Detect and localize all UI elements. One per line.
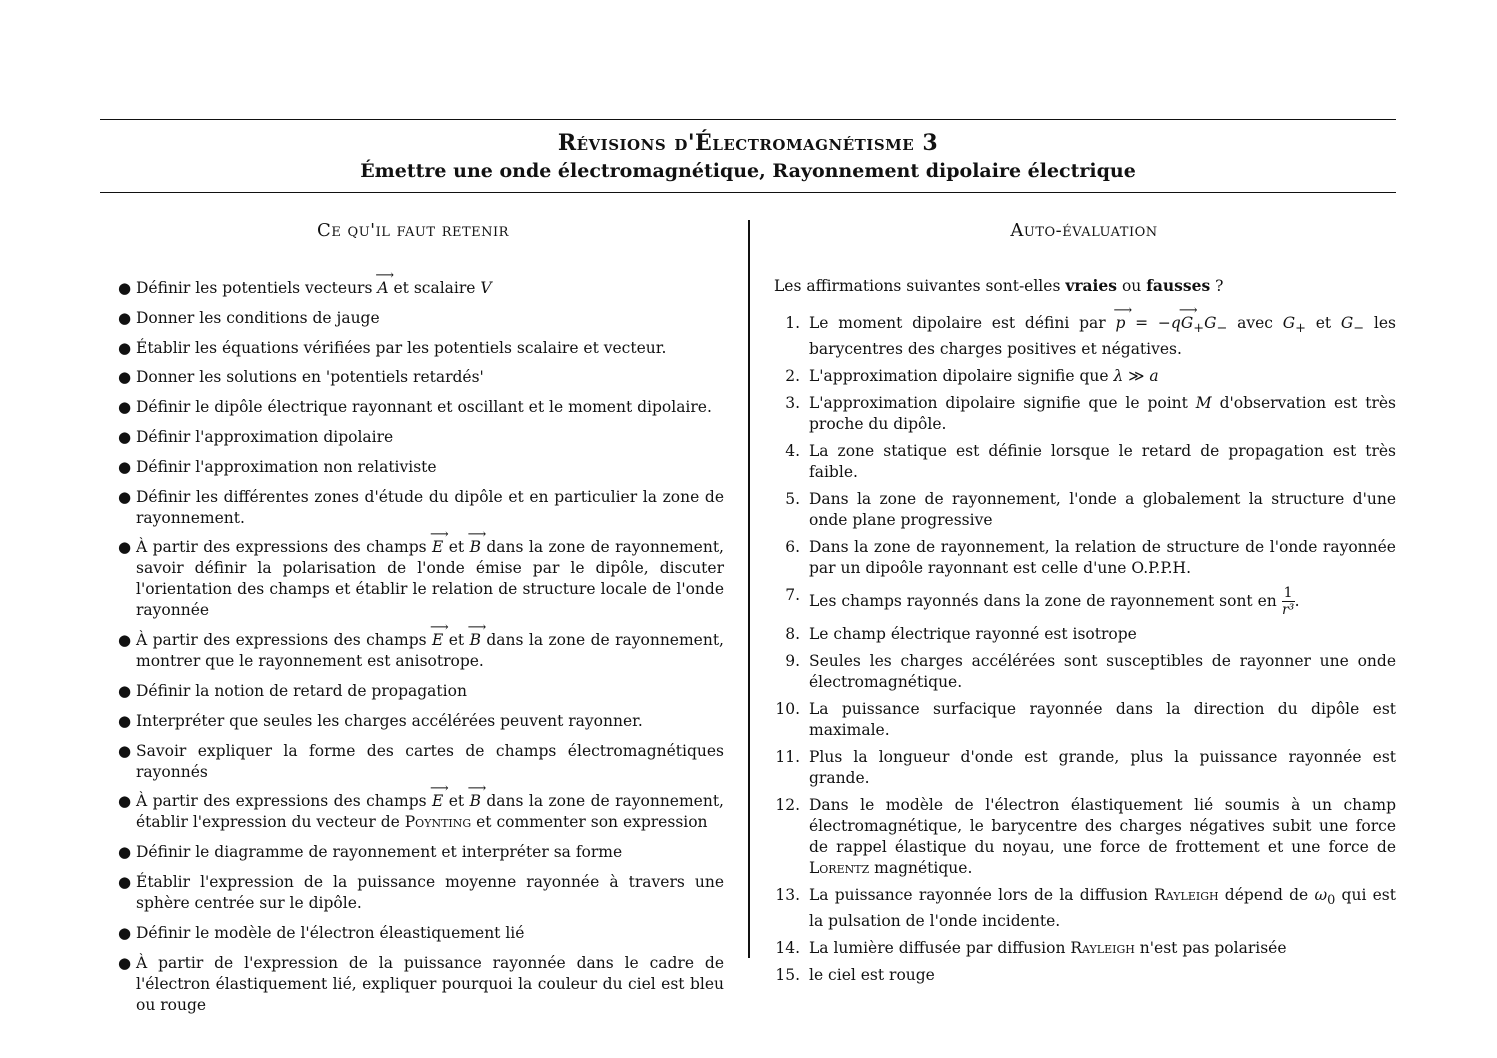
retain-item-text: À partir de l'expression de la puissance rayonnée dans le cadre de l'électron élastiquement lié, expliquer pourquoi la couleur du ciel est bleu ou rouge: [136, 953, 724, 1014]
self-eval-item-text: La lumière diffusée par diffusion Rayleigh n'est pas polarisée: [809, 939, 1287, 958]
self-eval-item-text: La zone statique est définie lorsque le retard de propagation est très faible.: [809, 442, 1396, 482]
self-eval-item: [774, 585, 1396, 618]
item-number: 11.: [775, 748, 800, 767]
bullet-icon: ●: [118, 711, 132, 730]
retain-item-text: Définir les différentes zones d'étude du dipôle et en particulier la zone de rayonnement.: [136, 487, 724, 527]
item-number: 12.: [775, 796, 800, 815]
self-eval-item-text: La puissance rayonnée lors de la diffusion Rayleigh dépend de $\omega_0$ qui est la pulsation de l'onde incidente.: [809, 886, 1396, 931]
retain-item-text: Établir l'expression de la puissance moyenne rayonnée à travers une sphère centrée sur le dipôle.: [136, 872, 724, 912]
page-subtitle: Émettre une onde électromagnétique, Rayonnement dipolaire électrique: [360, 160, 1136, 182]
self-eval-item-text: L'approximation dipolaire signifie que le point M d'observation est très proche du dipôle.: [809, 394, 1397, 434]
retain-item-text: Définir le modèle de l'électron éleastiquement lié: [136, 923, 525, 942]
retain-item-text: Définir l'approximation non relativiste: [136, 457, 437, 476]
retain-item: [100, 278, 724, 299]
bullet-icon: ●: [118, 308, 132, 327]
self-eval-item-text: Les champs rayonnés dans la zone de rayonnement sont en $\frac{1}{\text{r³}}$ .: [809, 585, 1300, 619]
retain-item-text: À partir des expressions des champs ⟶ E et ⟶ B dans la zone de rayonnement, montrer que le rayonnement est anisotrope.: [136, 631, 724, 670]
bullet-icon: ●: [118, 427, 132, 446]
item-number: 14.: [775, 939, 800, 958]
retain-item: [100, 338, 724, 359]
title-bottom-rule: [100, 192, 1396, 193]
retain-item-text: À partir des expressions des champs ⟶ E et ⟶ B dans la zone de rayonnement, établir l'expression du vecteur de Poynting et commenter son expression: [136, 792, 724, 831]
page-title: Révisions d'Électromagnétisme 3: [557, 130, 939, 156]
retain-item: [100, 741, 724, 783]
self-eval-intro: Les affirmations suivantes sont-elles vraies ou fausses ?: [774, 276, 1224, 295]
self-eval-item-text: Le champ électrique rayonné est isotrope: [809, 625, 1137, 644]
self-eval-list: [774, 313, 1396, 992]
bullet-icon: ●: [118, 923, 132, 942]
self-eval-item: [774, 651, 1396, 693]
bullet-icon: ●: [118, 398, 132, 417]
bullet-icon: ●: [118, 792, 132, 811]
self-eval-item-text: Plus la longueur d'onde est grande, plus la puissance rayonnée est grande.: [809, 748, 1396, 788]
retain-item-text: Définir l'approximation dipolaire: [136, 427, 394, 446]
bullet-icon: ●: [118, 631, 132, 650]
retain-item: [100, 711, 724, 732]
self-eval-item-text: Dans la zone de rayonnement, l'onde a globalement la structure d'une onde plane progressive: [809, 490, 1396, 530]
self-eval-item: [774, 885, 1396, 932]
self-eval-item: [774, 747, 1396, 789]
self-eval-item: [774, 441, 1396, 483]
retain-item-text: Savoir expliquer la forme des cartes de champs électromagnétiques rayonnés: [136, 741, 724, 781]
item-number: 3.: [785, 394, 800, 413]
retain-item: [100, 397, 724, 418]
left-column-heading: Ce qu'il faut retenir: [317, 220, 509, 241]
self-eval-item-text: Dans le modèle de l'électron élastiquement lié soumis à un champ électromagnétique, le barycentre des charges négatives subit une force de rappel élastique du noyau, une force de frottement et une force de Lorentz magnétique.: [809, 796, 1396, 878]
item-number: 1.: [785, 314, 800, 332]
item-number: 5.: [785, 490, 800, 509]
retain-item-text: Interpréter que seules les charges accélérées peuvent rayonner.: [136, 711, 643, 730]
bullet-icon: ●: [118, 741, 132, 760]
right-column-heading: Auto-évaluation: [1010, 220, 1158, 241]
bullet-icon: ●: [118, 538, 132, 557]
self-eval-item-text: L'approximation dipolaire signifie que λ ≫ a: [809, 367, 1159, 386]
self-eval-item-text: le ciel est rouge: [809, 966, 935, 985]
retain-item-text: Donner les conditions de jauge: [136, 308, 380, 327]
bullet-icon: ●: [118, 953, 132, 972]
self-eval-item-text: Dans la zone de rayonnement, la relation de structure de l'onde rayonnée par un dipoôle rayonnant est celle d'une O.P.P.H.: [809, 538, 1396, 578]
self-eval-item-text: La puissance surfacique rayonnée dans la direction du dipôle est maximale.: [809, 700, 1396, 740]
retain-item: [100, 367, 724, 388]
retain-item-text: Définir les potentiels vecteurs ⟶ A et scalaire V: [136, 279, 492, 297]
self-eval-item: [774, 699, 1396, 741]
bullet-icon: ●: [118, 368, 132, 387]
item-number: 13.: [775, 886, 800, 905]
self-eval-item-text: Le moment dipolaire est défini par ⟶ p = −q⟶ $G_+G_-$ avec $G_+$ et $G_-$ les barycentres des charges positives et négatives.: [809, 314, 1396, 358]
retain-item-text: Établir les équations vérifiées par les potentiels scalaire et vecteur.: [136, 338, 667, 357]
self-eval-item: [774, 489, 1396, 531]
bullet-icon: ●: [118, 843, 132, 862]
bullet-icon: ●: [118, 279, 132, 297]
retain-item: [100, 842, 724, 863]
self-eval-item: [774, 624, 1396, 645]
bullet-icon: ●: [118, 457, 132, 476]
item-number: 4.: [785, 442, 800, 461]
retain-item: [100, 953, 724, 1016]
retain-item-text: Définir le diagramme de rayonnement et interpréter sa forme: [136, 843, 623, 862]
retain-item: [100, 537, 724, 621]
retain-item: [100, 681, 724, 702]
item-number: 6.: [785, 538, 800, 557]
bullet-icon: ●: [118, 487, 132, 506]
retain-item: [100, 630, 724, 672]
self-eval-item: [774, 938, 1396, 959]
retain-item: [100, 791, 724, 833]
retain-item-text: Définir la notion de retard de propagation: [136, 681, 467, 700]
retain-item: [100, 308, 724, 329]
self-eval-item: [774, 965, 1396, 986]
retain-item: [100, 923, 724, 944]
retain-item: [100, 457, 724, 478]
item-number: 2.: [785, 367, 800, 386]
self-eval-item: [774, 795, 1396, 879]
bullet-icon: ●: [118, 872, 132, 891]
bullet-icon: ●: [118, 338, 132, 357]
retain-item: [100, 487, 724, 529]
item-number: 9.: [785, 652, 800, 671]
item-number: 8.: [785, 625, 800, 644]
item-number: 7.: [785, 586, 800, 605]
retain-item-text: À partir des expressions des champs ⟶ E et ⟶ B dans la zone de rayonnement, savoir définir la polarisation de l'onde émise par le dipôle, discuter l'orientation des champs et établir le relation de structure locale de l'onde rayonnée: [136, 538, 724, 619]
top-rule: [100, 119, 1396, 120]
retain-item-text: Donner les solutions en 'potentiels retardés': [136, 368, 484, 387]
retain-item-text: Définir le dipôle électrique rayonnant et oscillant et le moment dipolaire.: [136, 398, 712, 417]
retain-item: [100, 872, 724, 914]
self-eval-item-text: Seules les charges accélérées sont susceptibles de rayonner une onde électromagnétique.: [809, 652, 1396, 692]
retain-list: [100, 278, 724, 1024]
item-number: 15.: [775, 966, 800, 985]
self-eval-item: [774, 313, 1396, 360]
column-divider: [748, 220, 750, 958]
self-eval-item: [774, 393, 1396, 435]
self-eval-item: [774, 537, 1396, 579]
self-eval-item: [774, 366, 1396, 387]
retain-item: [100, 427, 724, 448]
bullet-icon: ●: [118, 681, 132, 700]
item-number: 10.: [775, 700, 800, 719]
